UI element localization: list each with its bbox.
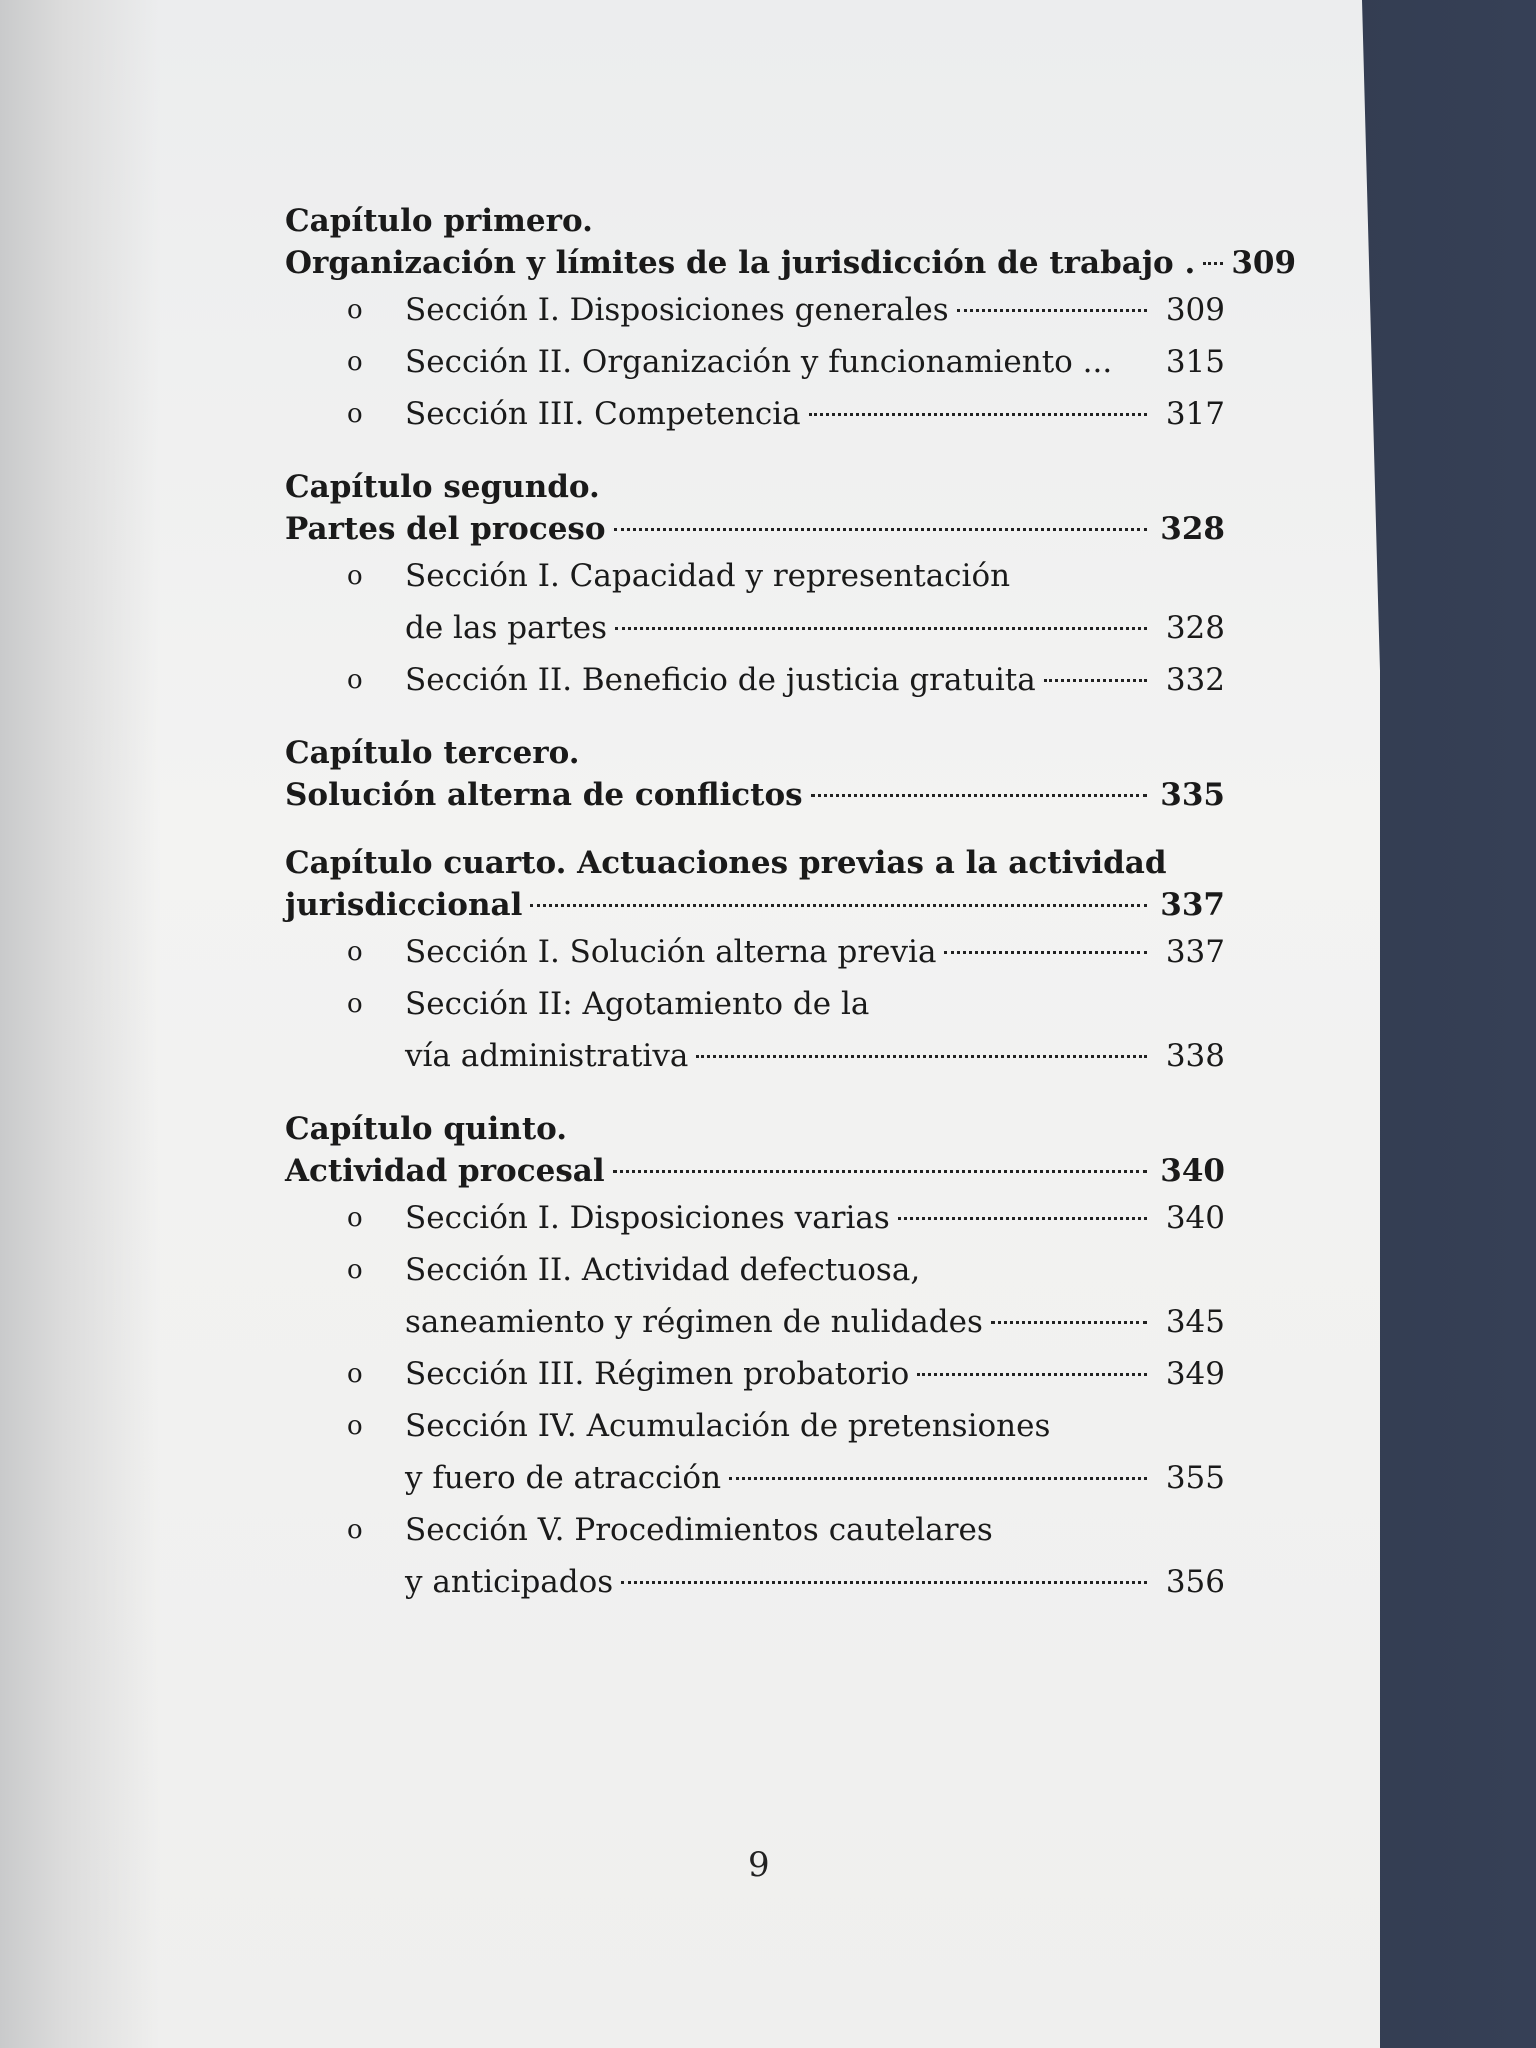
page-number: 9: [748, 1845, 770, 1885]
page-gutter-shadow: [0, 0, 160, 2048]
leader-dots: [621, 1581, 1147, 1584]
chapter-2: [285, 466, 1225, 706]
section-title: Sección I. Solución alterna previa: [405, 934, 937, 970]
section-title-line1: Sección I. Capacidad y representación: [405, 558, 1011, 594]
section-entry: [285, 336, 1225, 388]
chapter-title: Capítulo cuarto. Actuaciones previas a la actividad: [285, 845, 1167, 881]
chapter-subtitle: Solución alterna de conflictos: [285, 777, 803, 813]
section-title-line1: Sección II. Actividad defectuosa,: [405, 1252, 921, 1288]
leader-dots: [614, 528, 1147, 531]
leader-dots: [957, 309, 1147, 312]
leader-dots: [811, 794, 1147, 797]
section-entry: [285, 1348, 1225, 1400]
chapter-title: Capítulo primero.: [285, 203, 593, 239]
section-entry: [285, 1400, 1225, 1504]
section-page: 328: [1165, 610, 1225, 646]
bullet-icon: o: [347, 1255, 363, 1285]
bullet-icon: o: [347, 989, 363, 1019]
leader-dots: [696, 1055, 1147, 1058]
leader-dots: [809, 413, 1147, 416]
section-page: 332: [1165, 662, 1225, 698]
section-title: vía administrativa: [405, 1038, 689, 1074]
section-page: 340: [1165, 1200, 1225, 1236]
section-title: Sección I. Disposiciones generales: [405, 292, 949, 328]
section-entry: [285, 1244, 1225, 1348]
section-page: 315: [1165, 344, 1225, 380]
section-page: 356: [1165, 1564, 1225, 1600]
leader-dots: [615, 627, 1147, 630]
chapter-5: [285, 1108, 1225, 1608]
section-title: saneamiento y régimen de nulidades: [405, 1304, 983, 1340]
section-page: 337: [1165, 934, 1225, 970]
leader-dots: [1203, 262, 1223, 265]
section-entry: [285, 978, 1225, 1082]
bullet-icon: o: [347, 1515, 363, 1545]
table-of-contents: [285, 200, 1297, 1634]
chapter-subtitle: jurisdiccional: [285, 887, 523, 923]
chapter-page: 337: [1160, 887, 1225, 923]
chapter-page: 309: [1231, 245, 1297, 281]
section-title: y fuero de atracción: [405, 1460, 722, 1496]
bullet-icon: o: [347, 1203, 363, 1233]
section-entry: [285, 654, 1225, 706]
chapter-title: Capítulo tercero.: [285, 735, 580, 771]
section-title: Sección II. Beneficio de justicia gratuita: [405, 662, 1036, 698]
chapter-entry: [285, 884, 1225, 926]
section-title: Sección I. Disposiciones varias: [405, 1200, 890, 1236]
chapter-4: [285, 842, 1225, 1082]
chapter-page: 328: [1160, 511, 1225, 547]
leader-dots: [991, 1321, 1147, 1324]
chapter-subtitle: Organización y límites de la jurisdicción de trabajo .: [285, 245, 1196, 281]
chapter-1: [285, 200, 1297, 440]
section-page: 345: [1165, 1304, 1225, 1340]
chapter-page: 340: [1160, 1153, 1225, 1189]
section-entry: [285, 550, 1225, 654]
section-entry: [285, 1192, 1225, 1244]
leader-dots: [917, 1373, 1147, 1376]
section-title: Sección II. Organización y funcionamiento ...: [405, 344, 1113, 380]
chapter-entry: [285, 242, 1297, 284]
bullet-icon: o: [347, 937, 363, 967]
bullet-icon: o: [347, 347, 363, 377]
leader-dots: [1044, 679, 1147, 682]
chapter-entry: [285, 508, 1225, 550]
leader-dots: [613, 1170, 1147, 1173]
chapter-title: Capítulo segundo.: [285, 469, 600, 505]
section-entry: [285, 926, 1225, 978]
section-page: 309: [1165, 292, 1225, 328]
chapter-title: Capítulo quinto.: [285, 1111, 568, 1147]
chapter-entry: [285, 1150, 1225, 1192]
chapter-subtitle: Partes del proceso: [285, 511, 606, 547]
section-page: 349: [1165, 1356, 1225, 1392]
bullet-icon: o: [347, 295, 363, 325]
leader-dots: [944, 951, 1147, 954]
bullet-icon: o: [347, 561, 363, 591]
bullet-icon: o: [347, 399, 363, 429]
section-entry: [285, 284, 1225, 336]
section-page: 317: [1165, 396, 1225, 432]
chapter-subtitle: Actividad procesal: [285, 1153, 605, 1189]
chapter-3: [285, 732, 1225, 816]
leader-dots: [729, 1477, 1147, 1480]
section-title: Sección III. Régimen probatorio: [405, 1356, 910, 1392]
section-title-line1: Sección II: Agotamiento de la: [405, 986, 870, 1022]
section-title-line1: Sección IV. Acumulación de pretensiones: [405, 1408, 1051, 1444]
section-title-line1: Sección V. Procedimientos cautelares: [405, 1512, 993, 1548]
chapter-entry: [285, 774, 1225, 816]
section-page: 355: [1165, 1460, 1225, 1496]
section-title: Sección III. Competencia: [405, 396, 801, 432]
bullet-icon: o: [347, 1411, 363, 1441]
chapter-page: 335: [1160, 777, 1225, 813]
section-entry: [285, 1504, 1225, 1608]
section-title: y anticipados: [405, 1564, 614, 1600]
section-title: de las partes: [405, 610, 608, 646]
section-page: 338: [1165, 1038, 1225, 1074]
leader-dots: [898, 1217, 1147, 1220]
leader-dots: [530, 904, 1147, 907]
bullet-icon: o: [347, 1359, 363, 1389]
section-entry: [285, 388, 1225, 440]
bullet-icon: o: [347, 665, 363, 695]
